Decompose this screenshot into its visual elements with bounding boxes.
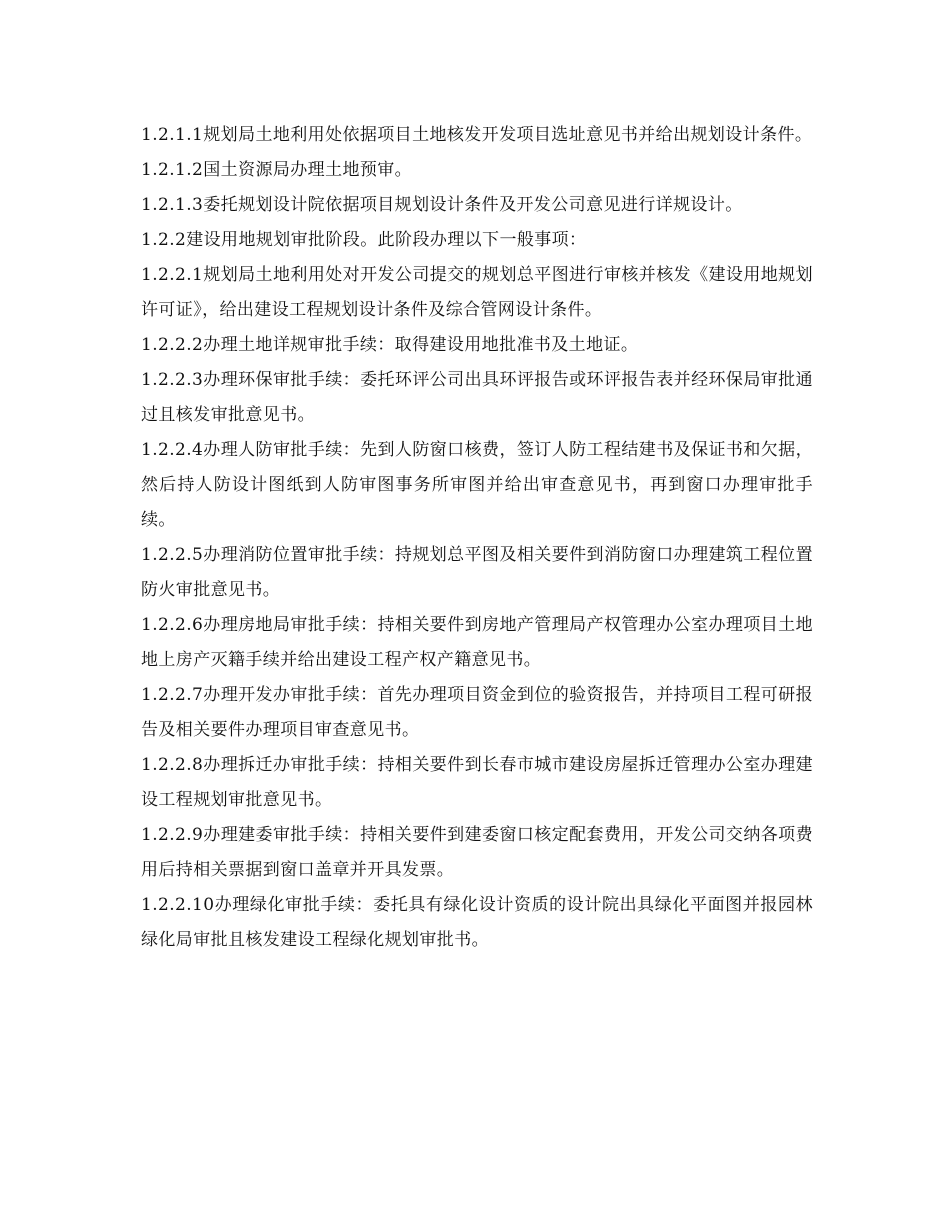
paragraph-1-2-2-4: 1.2.2.4办理人防审批手续：先到人防窗口核费，签订人防工程结建书及保证书和欠据，然后持人防设计图纸到人防审图事务所审图并给出审查意见书，再到窗口办理审批手续。 <box>141 440 813 530</box>
paragraph-1-2-2-9: 1.2.2.9办理建委审批手续：持相关要件到建委窗口核定配套费用，开发公司交纳各项费用后持相关票据到窗口盖章并开具发票。 <box>141 825 813 880</box>
document-body <box>141 118 813 958</box>
paragraph-1-2-2: 1.2.2建设用地规划审批阶段。此阶段办理以下一般事项： <box>141 230 587 250</box>
paragraph-1-2-2-8: 1.2.2.8办理拆迁办审批手续：持相关要件到长春市城市建设房屋拆迁管理办公室办理建设工程规划审批意见书。 <box>141 755 813 810</box>
paragraph-1-2-1-2: 1.2.1.2国土资源局办理土地预审。 <box>141 160 413 180</box>
paragraph-1-2-1-1: 1.2.1.1规划局土地利用处依据项目土地核发开发项目选址意见书并给出规划设计条件。 <box>141 125 813 145</box>
paragraph-1-2-2-5: 1.2.2.5办理消防位置审批手续：持规划总平图及相关要件到消防窗口办理建筑工程位置防火审批意见书。 <box>141 545 813 600</box>
paragraph-1-2-2-1: 1.2.2.1规划局土地利用处对开发公司提交的规划总平图进行审核并核发《建设用地规划许可证》，给出建设工程规划设计条件及综合管网设计条件。 <box>141 265 813 320</box>
paragraph-1-2-2-7: 1.2.2.7办理开发办审批手续：首先办理项目资金到位的验资报告，并持项目工程可研报告及相关要件办理项目审查意见书。 <box>141 685 813 740</box>
paragraph-1-2-2-2: 1.2.2.2办理土地详规审批手续：取得建设用地批准书及土地证。 <box>141 335 639 355</box>
paragraph-1-2-1-3: 1.2.1.3委托规划设计院依据项目规划设计条件及开发公司意见进行详规设计。 <box>141 195 743 215</box>
paragraph-1-2-2-3: 1.2.2.3办理环保审批手续：委托环评公司出具环评报告或环评报告表并经环保局审批通过且核发审批意见书。 <box>141 370 813 425</box>
paragraph-1-2-2-10: 1.2.2.10办理绿化审批手续：委托具有绿化设计资质的设计院出具绿化平面图并报园林绿化局审批且核发建设工程绿化规划审批书。 <box>141 895 813 950</box>
paragraph-1-2-2-6: 1.2.2.6办理房地局审批手续：持相关要件到房地产管理局产权管理办公室办理项目土地地上房产灭籍手续并给出建设工程产权产籍意见书。 <box>141 615 813 670</box>
